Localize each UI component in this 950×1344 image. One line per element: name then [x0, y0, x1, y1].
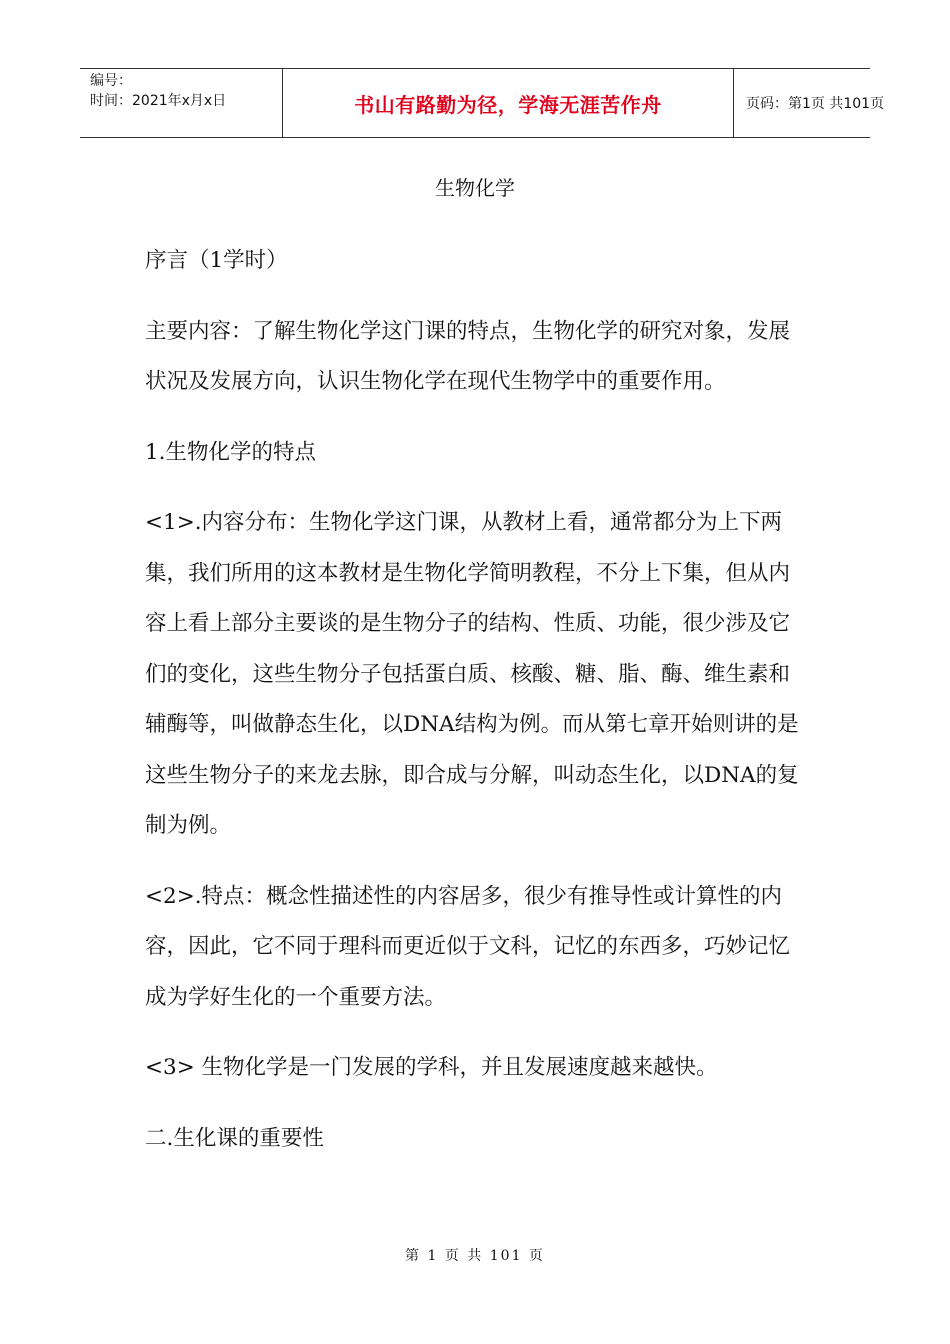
paragraph-developing-discipline: <3> 生物化学是一门发展的学科，并且发展速度越来越快。: [145, 1055, 718, 1080]
header-motto: 书山有路勤为径，学海无涯苦作舟: [282, 69, 734, 137]
paragraph-main-content: 主要内容：了解生物化学这门课的特点，生物化学的研究对象，发展状况及发展方向，认识生物化学在现代生物学中的重要作用。: [145, 318, 791, 394]
paragraph-characteristics: <2>.特点：概念性描述性的内容居多，很少有推导性或计算性的内容，因此，它不同于理科而更近似于文科，记忆的东西多，巧妙记忆成为学好生化的一个重要方法。: [145, 883, 791, 1010]
page-footer: 第 1 页 共 101 页: [405, 1248, 545, 1264]
section-heading-features: 1.生物化学的特点: [145, 439, 317, 465]
document-title: 生物化学: [435, 176, 515, 200]
document-number-label: 编号：: [90, 73, 132, 89]
paragraph-preface: 序言（1学时）: [145, 248, 288, 273]
header-page-info: 页码：第1页 共101页: [746, 96, 885, 112]
document-body: [145, 236, 807, 1184]
document-time-label: 时间：2021年x月x日: [90, 93, 227, 109]
header-meta: [80, 69, 282, 137]
section-heading-importance: 二.生化课的重要性: [145, 1125, 324, 1151]
paragraph-content-distribution: <1>.内容分布：生物化学这门课，从教材上看，通常都分为上下两集，我们所用的这本教材是生物化学简明教程，不分上下集，但从内容上看上部分主要谈的是生物分子的结构、性质、功能，很少涉及它们的变化，这些生物分子包括蛋白质、核酸、糖、脂、酶、维生素和辅酶等，叫做静态生化，以DNA结构为例。而从第七章开始则讲的是这些生物分子的来龙去脉，即合成与分解，叫动态生化，以DNA的复制为例。: [145, 510, 799, 838]
page-header: [80, 68, 885, 138]
